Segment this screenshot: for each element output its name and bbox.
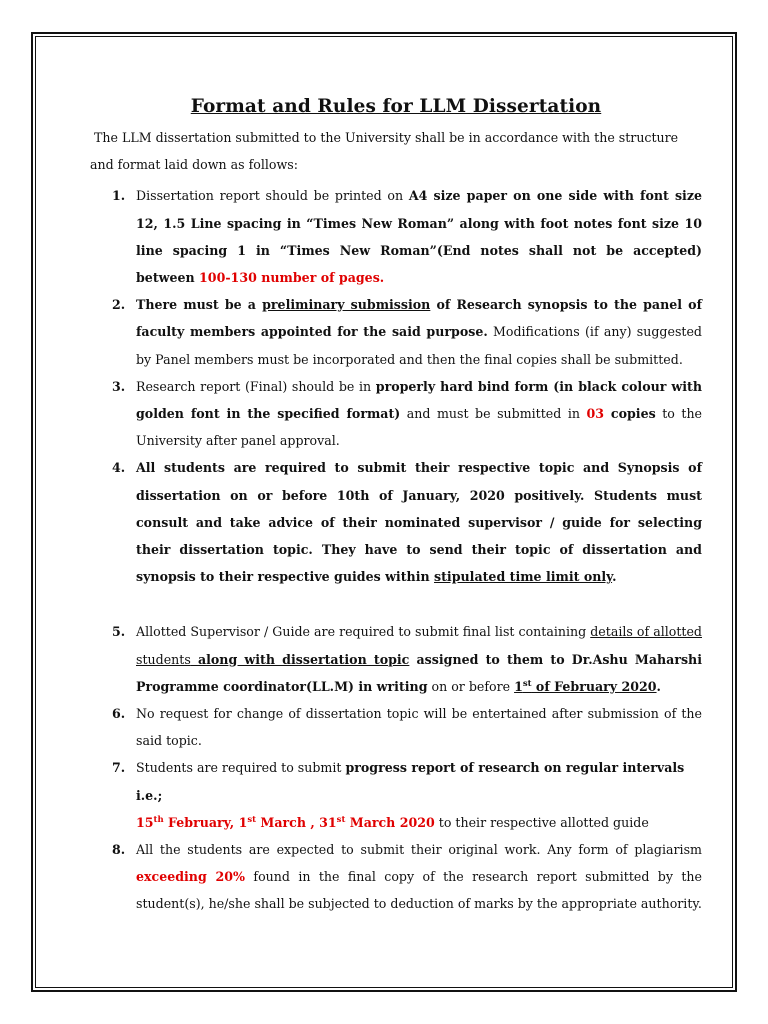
- rule-emphasis: copies: [604, 406, 656, 422]
- rule-text: on or before: [427, 678, 515, 694]
- rule-text: and must be submitted in: [400, 406, 587, 422]
- rule-text: Students are required to submit: [136, 760, 346, 776]
- date-2-suffix: st: [247, 814, 257, 825]
- rule-underlined-emphasis: stipulated time limit only: [434, 569, 613, 585]
- spacer: [90, 590, 702, 618]
- intro-paragraph: The LLM dissertation submitted to the University shall be in accordance with the structure and format laid down as follows:: [90, 130, 679, 173]
- rule-number: 7.: [112, 760, 126, 776]
- rule-underlined-emphasis: preliminary submission: [262, 297, 431, 313]
- date-1-suffix: th: [153, 814, 164, 825]
- rule-emphasis: properly hard bind form (in black colour with golden font in the specified format): [136, 378, 702, 422]
- rule-highlight: exceeding 20%: [136, 869, 246, 885]
- date-1-day: 15: [136, 814, 154, 830]
- rule-number: 8.: [112, 842, 126, 858]
- rule-number: 3.: [112, 378, 126, 394]
- rule-highlight-dates: [136, 815, 435, 830]
- rule-text: Allotted Supervisor / Guide are required to submit final list containing: [136, 624, 591, 640]
- rule-text: Dissertation report should be printed on: [136, 188, 409, 204]
- document-body: [90, 94, 702, 918]
- rule-highlight: 100-130 number of pages.: [199, 270, 385, 286]
- rule-underlined-emphasis: along with dissertation topic: [190, 651, 410, 667]
- rule-text: Modifications (if any) suggested by Panel members must be incorporated and then the final copies shall be submitted.: [136, 324, 702, 367]
- rule-emphasis: progress report of research on regular intervals i.e.;: [136, 760, 685, 803]
- rule-emphasis: .: [656, 678, 661, 694]
- rule-date-rest: of February 2020: [531, 678, 657, 694]
- date-3-suffix: st: [336, 814, 346, 825]
- rule-number: 2.: [112, 297, 126, 313]
- rule-number: 5.: [112, 624, 126, 640]
- rule-text: All the students are expected to submit their original work. Any form of plagiarism: [136, 842, 702, 858]
- rule-emphasis: of Research synopsis to the panel of faculty members appointed for the said purpose.: [136, 297, 703, 340]
- rule-text: No request for change of dissertation topic will be entertained after submission of the said topic.: [136, 706, 702, 749]
- rule-date-day: 1: [514, 678, 523, 694]
- rule-underlined: details of allotted students: [136, 624, 702, 667]
- rule-item-1: [90, 182, 702, 291]
- rule-item-4: [90, 454, 702, 590]
- date-3-rest: March 2020: [345, 814, 435, 830]
- document-title: Format and Rules for LLM Dissertation: [190, 96, 602, 117]
- rule-text: to the University after panel approval.: [136, 406, 703, 449]
- rule-emphasis: assigned to them to Dr.Ashu Maharshi Programme coordinator(LL.M) in writing: [136, 651, 702, 694]
- rule-date-suffix: st: [522, 678, 532, 689]
- rule-emphasis: A4 size paper on one side with font size 12, 1.5 Line spacing in “Times New Roman” along with foot notes font size 10 line spacing 1 in “Times New Roman”(End notes shall not be accepted) between: [136, 188, 702, 286]
- rule-emphasis: There must be a: [136, 297, 263, 313]
- date-2-rest: March , 31: [256, 814, 337, 830]
- rule-emphasis: All students are required to submit their respective topic and Synopsis of dissertation on or before 10th of January, 2020 positively. Students must consult and take advice of their nominated supervisor / guide for selecting their dissertation topic. They have to send their topic of dissertation and synopsis to their respective guides within: [136, 460, 702, 585]
- rule-text: to their respective allotted guide: [434, 814, 649, 830]
- rule-number: 1.: [112, 188, 126, 204]
- rule-item-7: [90, 754, 702, 836]
- rule-item-6: [90, 700, 702, 754]
- rule-item-2: [90, 291, 702, 373]
- rule-highlight: 03: [586, 406, 605, 422]
- rule-item-3: [90, 373, 702, 455]
- rule-date: [514, 679, 656, 694]
- rule-text: Research report (Final) should be in: [136, 378, 376, 394]
- date-1-rest: February, 1: [163, 814, 248, 830]
- rules-list: [90, 182, 702, 917]
- rule-emphasis: .: [612, 569, 617, 585]
- rule-item-8: [90, 836, 702, 918]
- rule-text: found in the final copy of the research report submitted by the student(s), he/she shall be subjected to deduction of marks by the appropriate authority.: [136, 869, 702, 912]
- rule-item-5: [90, 618, 702, 700]
- rule-number: 6.: [112, 706, 126, 722]
- rule-number: 4.: [112, 460, 126, 476]
